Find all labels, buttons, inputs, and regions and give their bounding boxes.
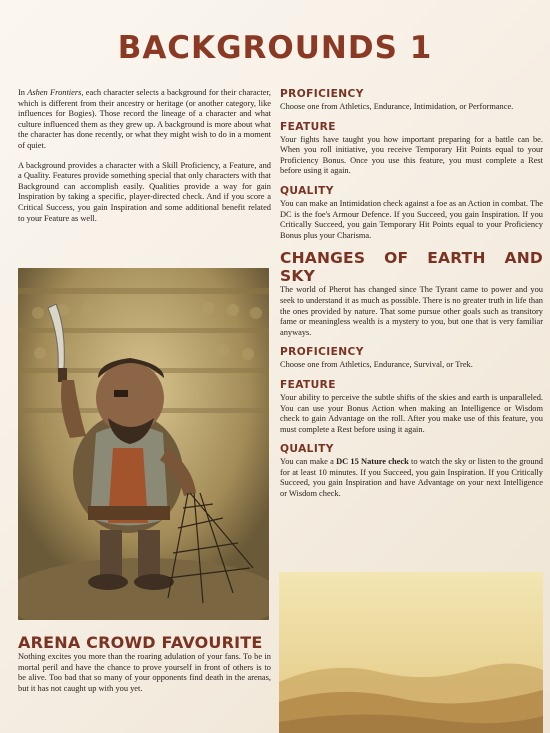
quality-heading-1: QUALITY — [280, 184, 334, 197]
page-title: BACKGROUNDS 1 — [117, 30, 433, 66]
quality-text-2: You can make a DC 15 Nature check to watch the sky or listen to the ground for at least 10 minutes. If you Succeed, you gain Inspiration. If you Critically Succeed, you gain Inspiration and have Advantage on your next Intelligence or Wisdom check. — [280, 457, 543, 499]
proficiency-text-2: Choose one from Athletics, Endurance, Survival, or Trek. — [280, 360, 473, 370]
quality-heading-2: QUALITY — [280, 443, 334, 456]
desert-landscape-illustration — [279, 572, 543, 733]
arena-title: ARENA CROWD FAVOURITE — [18, 633, 263, 652]
changes-title: CHANGES OF EARTH AND SKY — [280, 249, 543, 286]
proficiency-heading-2: PROFICIENCY — [280, 346, 364, 359]
left-column-intro — [18, 88, 271, 233]
book-title: Ashen Frontiers — [27, 88, 82, 97]
gladiator-illustration — [18, 268, 269, 620]
quality-section-1 — [280, 185, 543, 241]
desert-art-icon — [279, 572, 543, 733]
proficiency-heading-1: PROFICIENCY — [280, 88, 364, 100]
right-column — [280, 88, 543, 508]
proficiency-section-2 — [280, 346, 543, 371]
arena-section — [18, 634, 271, 694]
feature-text-2: Your ability to perceive the subtle shifts of the skies and earth is unparalleled. You can use your Bonus Action when making an Intelligence or Wisdom check to gain Advantage on the roll. After you make use of this feature, you must complete a Rest before using it again. — [280, 392, 543, 434]
intro-paragraph-1: In Ashen Frontiers, each character selects a background for their character, which is different from their ancestry or heritage (or another category, like influences for Bogies). Those record the lineage of a character and what culture influenced them as they grew up. A background is more about what the character has done recently, or what they might wish to do in a moment of quiet. — [18, 88, 271, 150]
quality-text-1: You can make an Intimidation check against a foe as an Action in combat. The DC is the foe's Armour Defence. If you Succeed, you gain Inspiration. If you Critically Succeed, you gain Temporary Hit Points equal to your Proficiency Bonus plus your Charisma. — [280, 198, 543, 240]
gladiator-art-icon — [18, 268, 269, 620]
proficiency-section-1 — [280, 88, 543, 113]
arena-text: Nothing excites you more than the roaring adulation of your fans. To be in mortal peril and have the chance to prove yourself in front of others is to be alive. Too bad that so many of your opponents find death in the arenas, but it has not caught up with you yet. — [18, 652, 271, 693]
proficiency-text-1: Choose one from Athletics, Endurance, Intimidation, or Performance. — [280, 102, 514, 111]
feature-heading-2: FEATURE — [280, 378, 336, 391]
feature-section-1 — [280, 121, 543, 177]
feature-heading-1: FEATURE — [280, 120, 336, 133]
feature-section-2 — [280, 379, 543, 435]
changes-text: The world of Pherot has changed since The Tyrant came to power and you seek to understand it as much as possible. There is no greater truth in life than the ones provided by nature. That some pursue other goals such as transitory fame or meaningless wealth is a mystery to you, but one that is very familiar anyways. — [280, 285, 543, 337]
changes-section — [280, 249, 543, 338]
intro-paragraph-2: A background provides a character with a Skill Proficiency, a Feature, and a Quality. Features provide something special that only characters with that Background can accomplish easily. Qualities provide a way for gain Inspiration by taking a specific, player-directed check. And if you score a Critical Success, you gain Inspiration and some additional benefit related to your Feature as well. — [18, 160, 271, 223]
quality-section-2 — [280, 443, 543, 499]
feature-text-1: Your fights have taught you how important preparing for a battle can be. When you roll initiative, you receive Temporary Hit Points equal to your Proficiency Bonus. Once you use this feature, you must complete a Rest before using it again. — [280, 134, 543, 176]
nature-check-dc: DC 15 Nature check — [336, 457, 409, 467]
